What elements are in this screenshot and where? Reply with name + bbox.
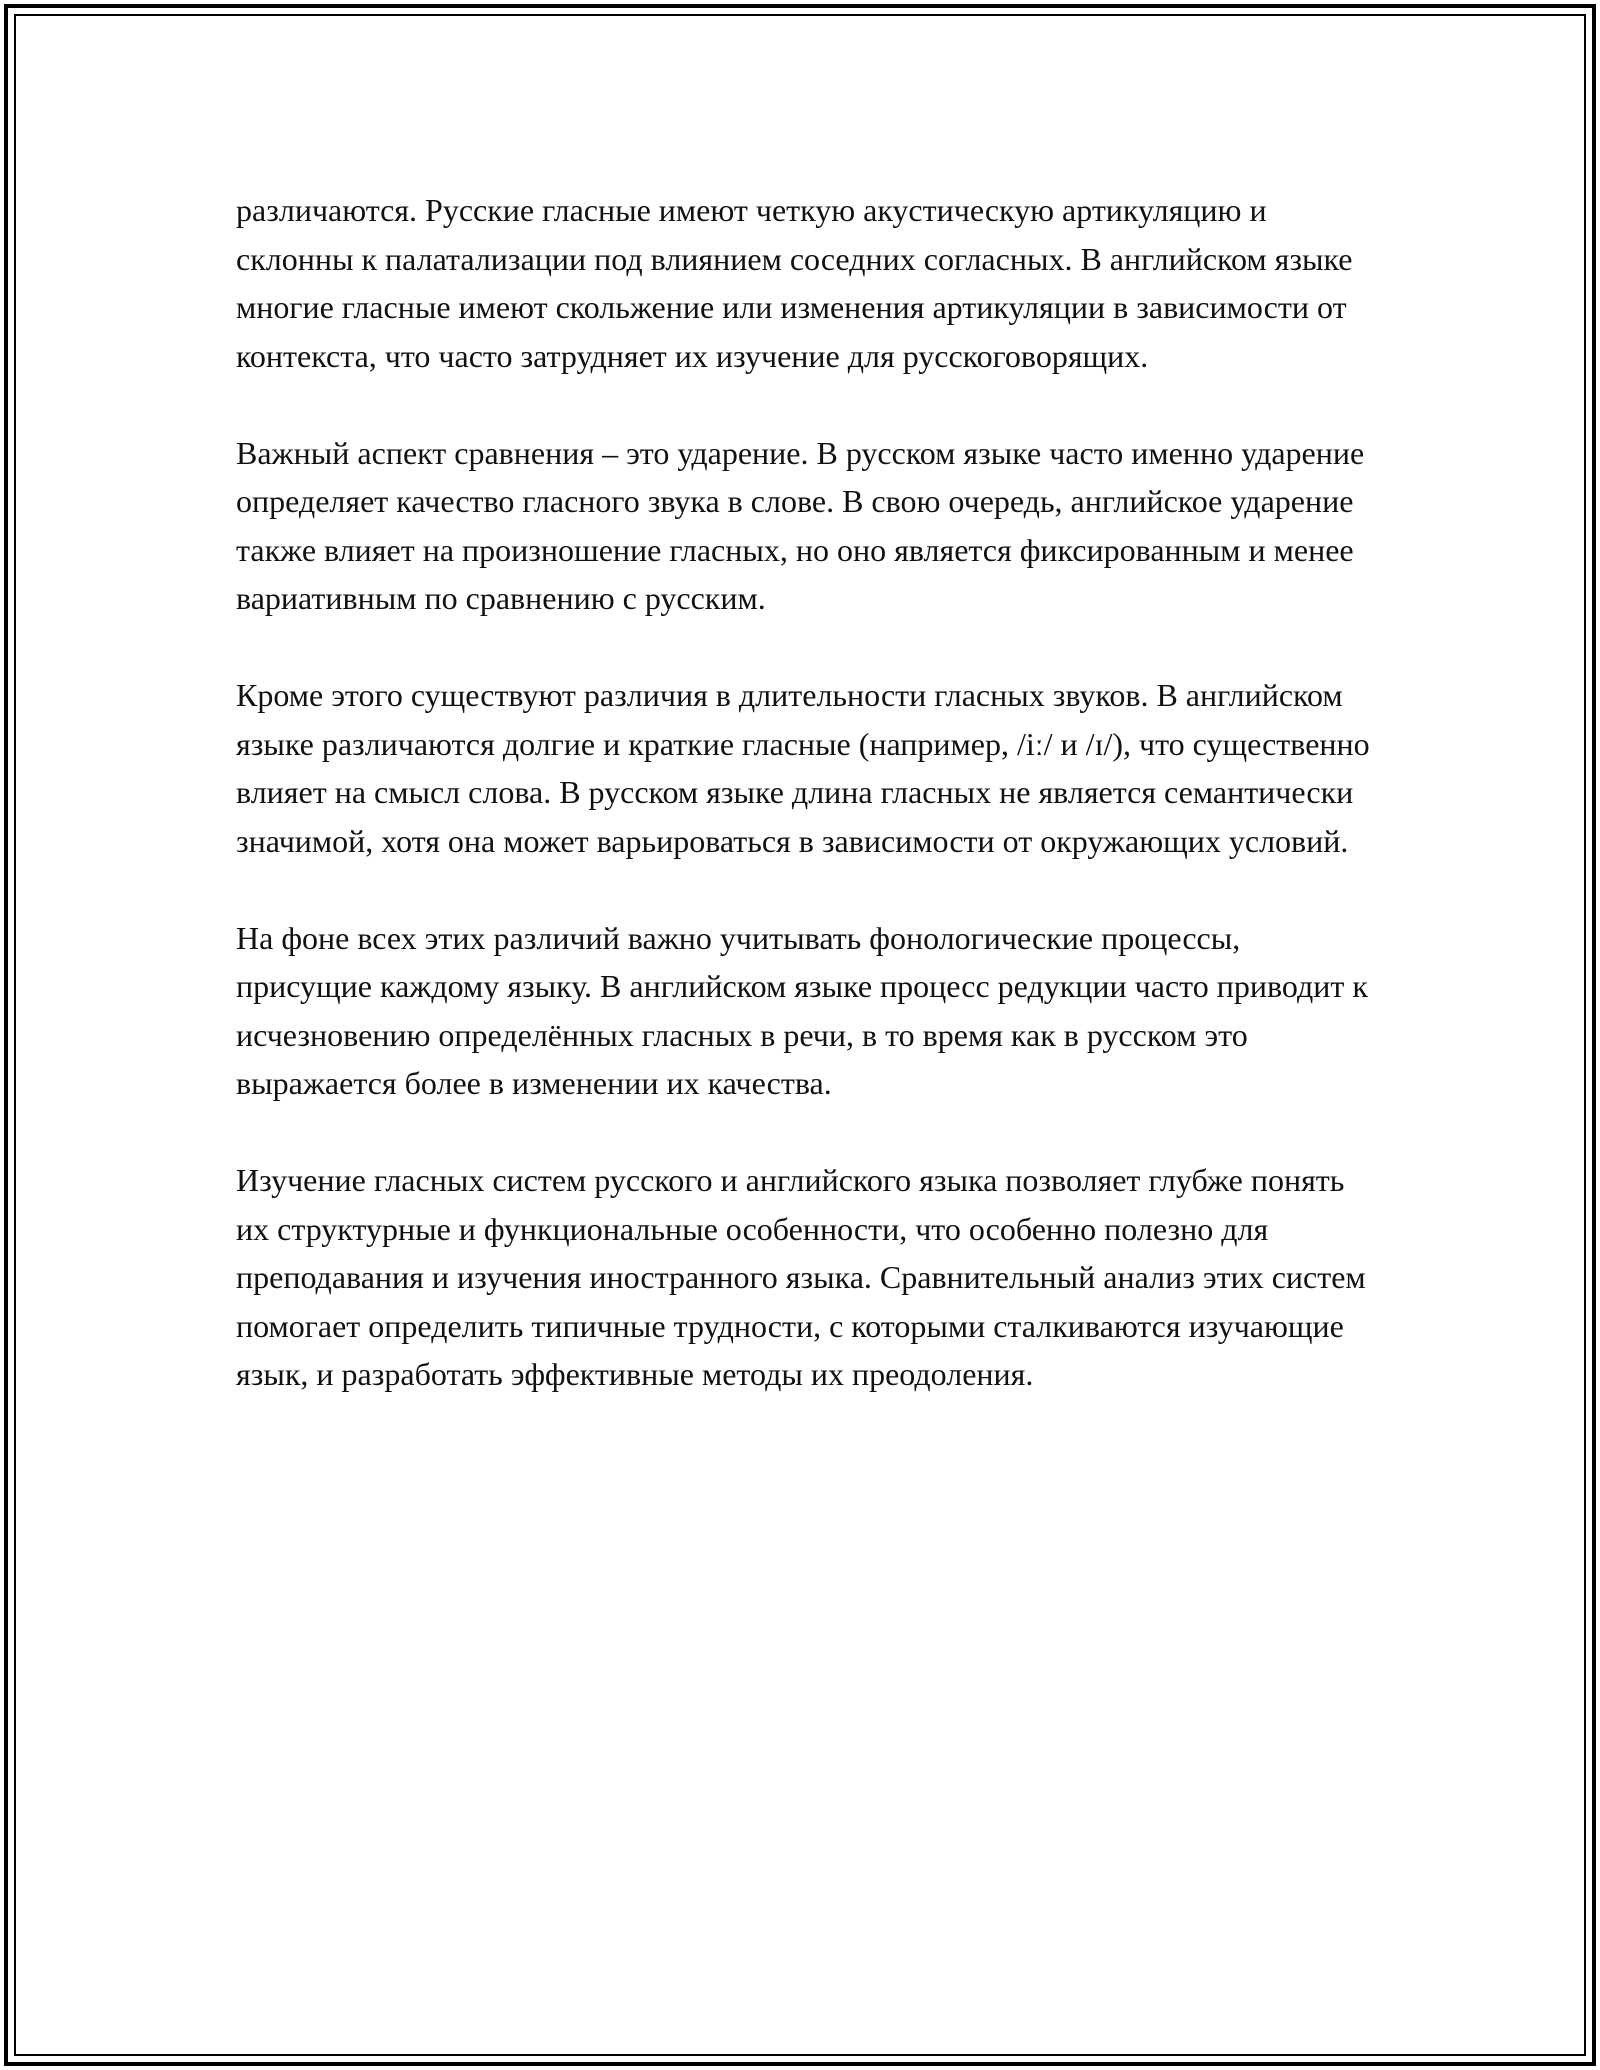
paragraph-conclusion: Изучение гласных систем русского и английского языка позволяет глубже понять их структурные и функциональные особенности, что особенно полезно для преподавания и изучения иностранного языка. Сравнительный анализ этих систем помогает определить типичные трудности, с которыми сталкиваются изучающие язык, и разработать эффективные методы их преодоления. bbox=[236, 1162, 1366, 1392]
document-body bbox=[236, 186, 1376, 1447]
paragraph-phonological-processes: На фоне всех этих различий важно учитывать фонологические процессы, присущие каждому языку. В английском языке процесс редукции часто приводит к исчезновению определённых гласных в речи, в то время как в русском это выражается более в изменении их качества. bbox=[236, 919, 1368, 1101]
paragraph-vowel-articulation: различаются. Русские гласные имеют четкую акустическую артикуляцию и склонны к палатализации под влиянием соседних согласных. В английском языке многие гласные имеют скольжение или изменения артикуляции в зависимости от контекста, что часто затрудняет их изучение для русскоговорящих. bbox=[236, 192, 1353, 374]
paragraph-vowel-length: Кроме этого существуют различия в длительности гласных звуков. В английском языке различаются долгие и краткие гласные (например, /iː/ и /ɪ/), что существенно влияет на смысл слова. В русском языке длина гласных не является семантически значимой, хотя она может варьироваться в зависимости от окружающих условий. bbox=[236, 677, 1370, 859]
paragraph-stress: Важный аспект сравнения – это ударение. В русском языке часто именно ударение определяет качество гласного звука в слове. В свою очередь, английское ударение также влияет на произношение гласных, но оно является фиксированным и менее вариативным по сравнению с русским. bbox=[236, 434, 1365, 616]
